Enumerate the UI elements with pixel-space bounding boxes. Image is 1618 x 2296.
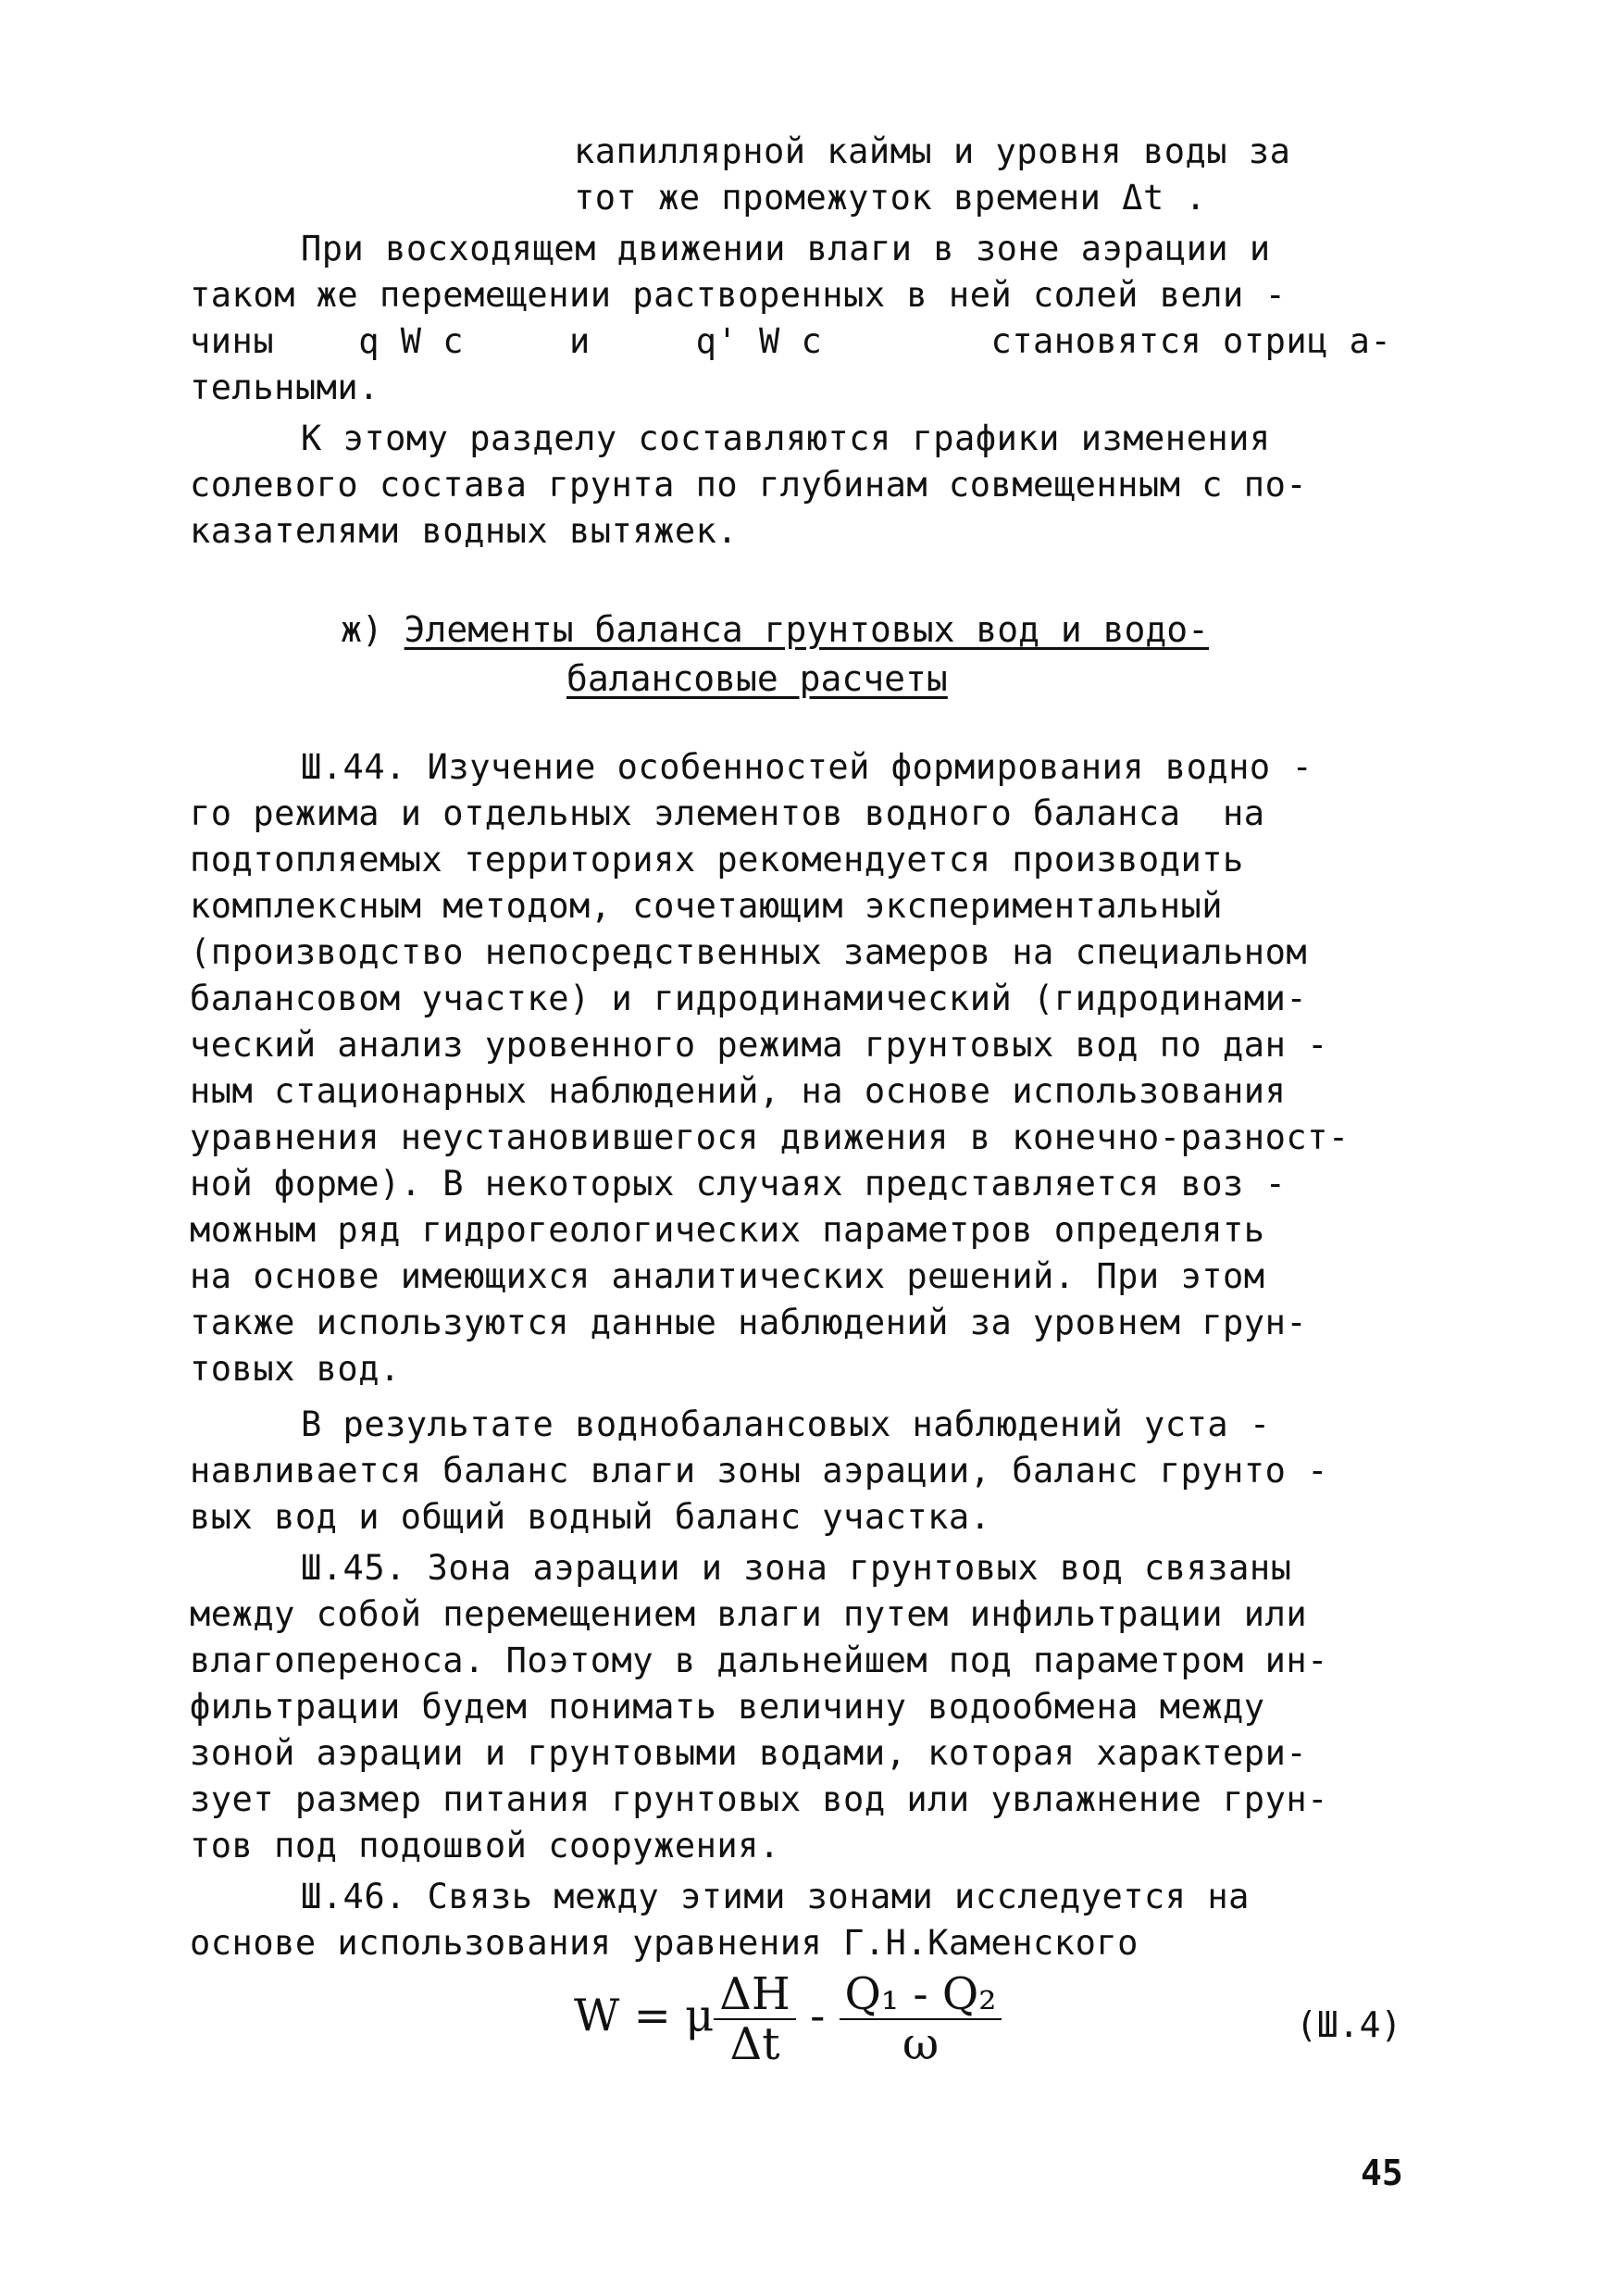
text-line: зоной аэрации и грунтовыми водами, которая характери- xyxy=(190,1733,1308,1773)
text-line: таком же перемещении растворенных в ней солей вели - xyxy=(190,275,1287,315)
section-title-line2: балансовые расчеты xyxy=(566,658,948,699)
formula xyxy=(574,1970,1002,2068)
section-heading xyxy=(341,606,1209,653)
text-line: тов под подошвой сооружения. xyxy=(190,1826,780,1866)
text-line: балансовом участке) и гидродинамический (гидродинами- xyxy=(190,979,1308,1018)
text-line: ческий анализ уровенного режима грунтовых вод по дан - xyxy=(190,1025,1328,1065)
text-line: зует размер питания грунтовых вод или увлажнение грун- xyxy=(190,1779,1328,1819)
text-line: уравнения неустановившегося движения в конечно-разност- xyxy=(190,1117,1350,1157)
text-line: на основе имеющихся аналитических решений. При этом xyxy=(190,1256,1265,1296)
formula-lhs: W = μ xyxy=(574,1990,715,2042)
text-line: (производство непосредственных замеров на специальном xyxy=(190,932,1308,972)
text-line: также используются данные наблюдений за уровнем грун- xyxy=(190,1303,1308,1342)
text-line: влагопереноса. Поэтому в дальнейшем под параметром ин- xyxy=(190,1641,1328,1680)
text-line: тельными. xyxy=(190,368,380,407)
text-line: между собой перемещением влаги путем инфильтрации или xyxy=(190,1594,1308,1634)
text-line: ной форме). В некоторых случаях представляется воз - xyxy=(190,1164,1287,1204)
text-line: солевого состава грунта по глубинам совмещенным с по- xyxy=(190,465,1308,505)
page-number: 45 xyxy=(1361,2152,1403,2193)
section-heading-line2 xyxy=(566,655,948,702)
text-line: подтопляемых территориях рекомендуется производить xyxy=(190,840,1244,880)
fraction-numerator: ΔH xyxy=(714,1970,796,2020)
text-line: тот же промежуток времени Δt . xyxy=(574,178,1207,218)
fraction-dh-dt xyxy=(714,1970,796,2068)
text-line: ным стационарных наблюдений, на основе использования xyxy=(190,1071,1287,1111)
text-line: фильтрации будем понимать величину водообмена между xyxy=(190,1687,1265,1727)
text-line: К этому разделу составляются графики изменения xyxy=(301,418,1271,458)
text-line: При восходящем движении влаги в зоне аэрации и xyxy=(301,229,1271,268)
section-title-line1: Элементы баланса грунтовых вод и водо- xyxy=(404,609,1210,650)
fraction-q-omega xyxy=(840,1970,1002,2068)
fraction-denominator: ω xyxy=(902,2018,940,2070)
text-line: можным ряд гидрогеологических параметров определять xyxy=(190,1210,1265,1250)
text-line: капиллярной каймы и уровня воды за xyxy=(574,131,1291,171)
text-line: казателями водных вытяжек. xyxy=(190,511,739,551)
text-line: комплексным методом, сочетающим экспериментальный xyxy=(190,886,1224,926)
text-line: Ш.44. Изучение особенностей формирования водно - xyxy=(301,747,1313,787)
equation-number: (Ш.4) xyxy=(1296,2004,1402,2045)
text-line: го режима и отдельных элементов водного баланса на xyxy=(190,793,1265,833)
formula-minus: - xyxy=(810,1990,826,2042)
text-line: вых вод и общий водный баланс участка. xyxy=(190,1497,991,1537)
text-line: основе использования уравнения Г.Н.Каменского xyxy=(190,1923,1139,1963)
text-line: чины q W c и q' W c становятся отриц а- xyxy=(190,321,1392,361)
text-line: Ш.46. Связь между этими зонами исследуется на xyxy=(301,1877,1250,1916)
section-prefix: ж) xyxy=(341,609,383,650)
fraction-denominator: Δt xyxy=(729,2018,780,2070)
fraction-numerator: Q₁ - Q₂ xyxy=(840,1970,1002,2020)
text-line: товых вод. xyxy=(190,1349,401,1389)
text-line: В результате воднобалансовых наблюдений уста - xyxy=(301,1404,1271,1444)
text-line: Ш.45. Зона аэрации и зона грунтовых вод связаны xyxy=(301,1548,1292,1588)
text-line: навливается баланс влаги зоны аэрации, баланс грунто - xyxy=(190,1451,1328,1491)
